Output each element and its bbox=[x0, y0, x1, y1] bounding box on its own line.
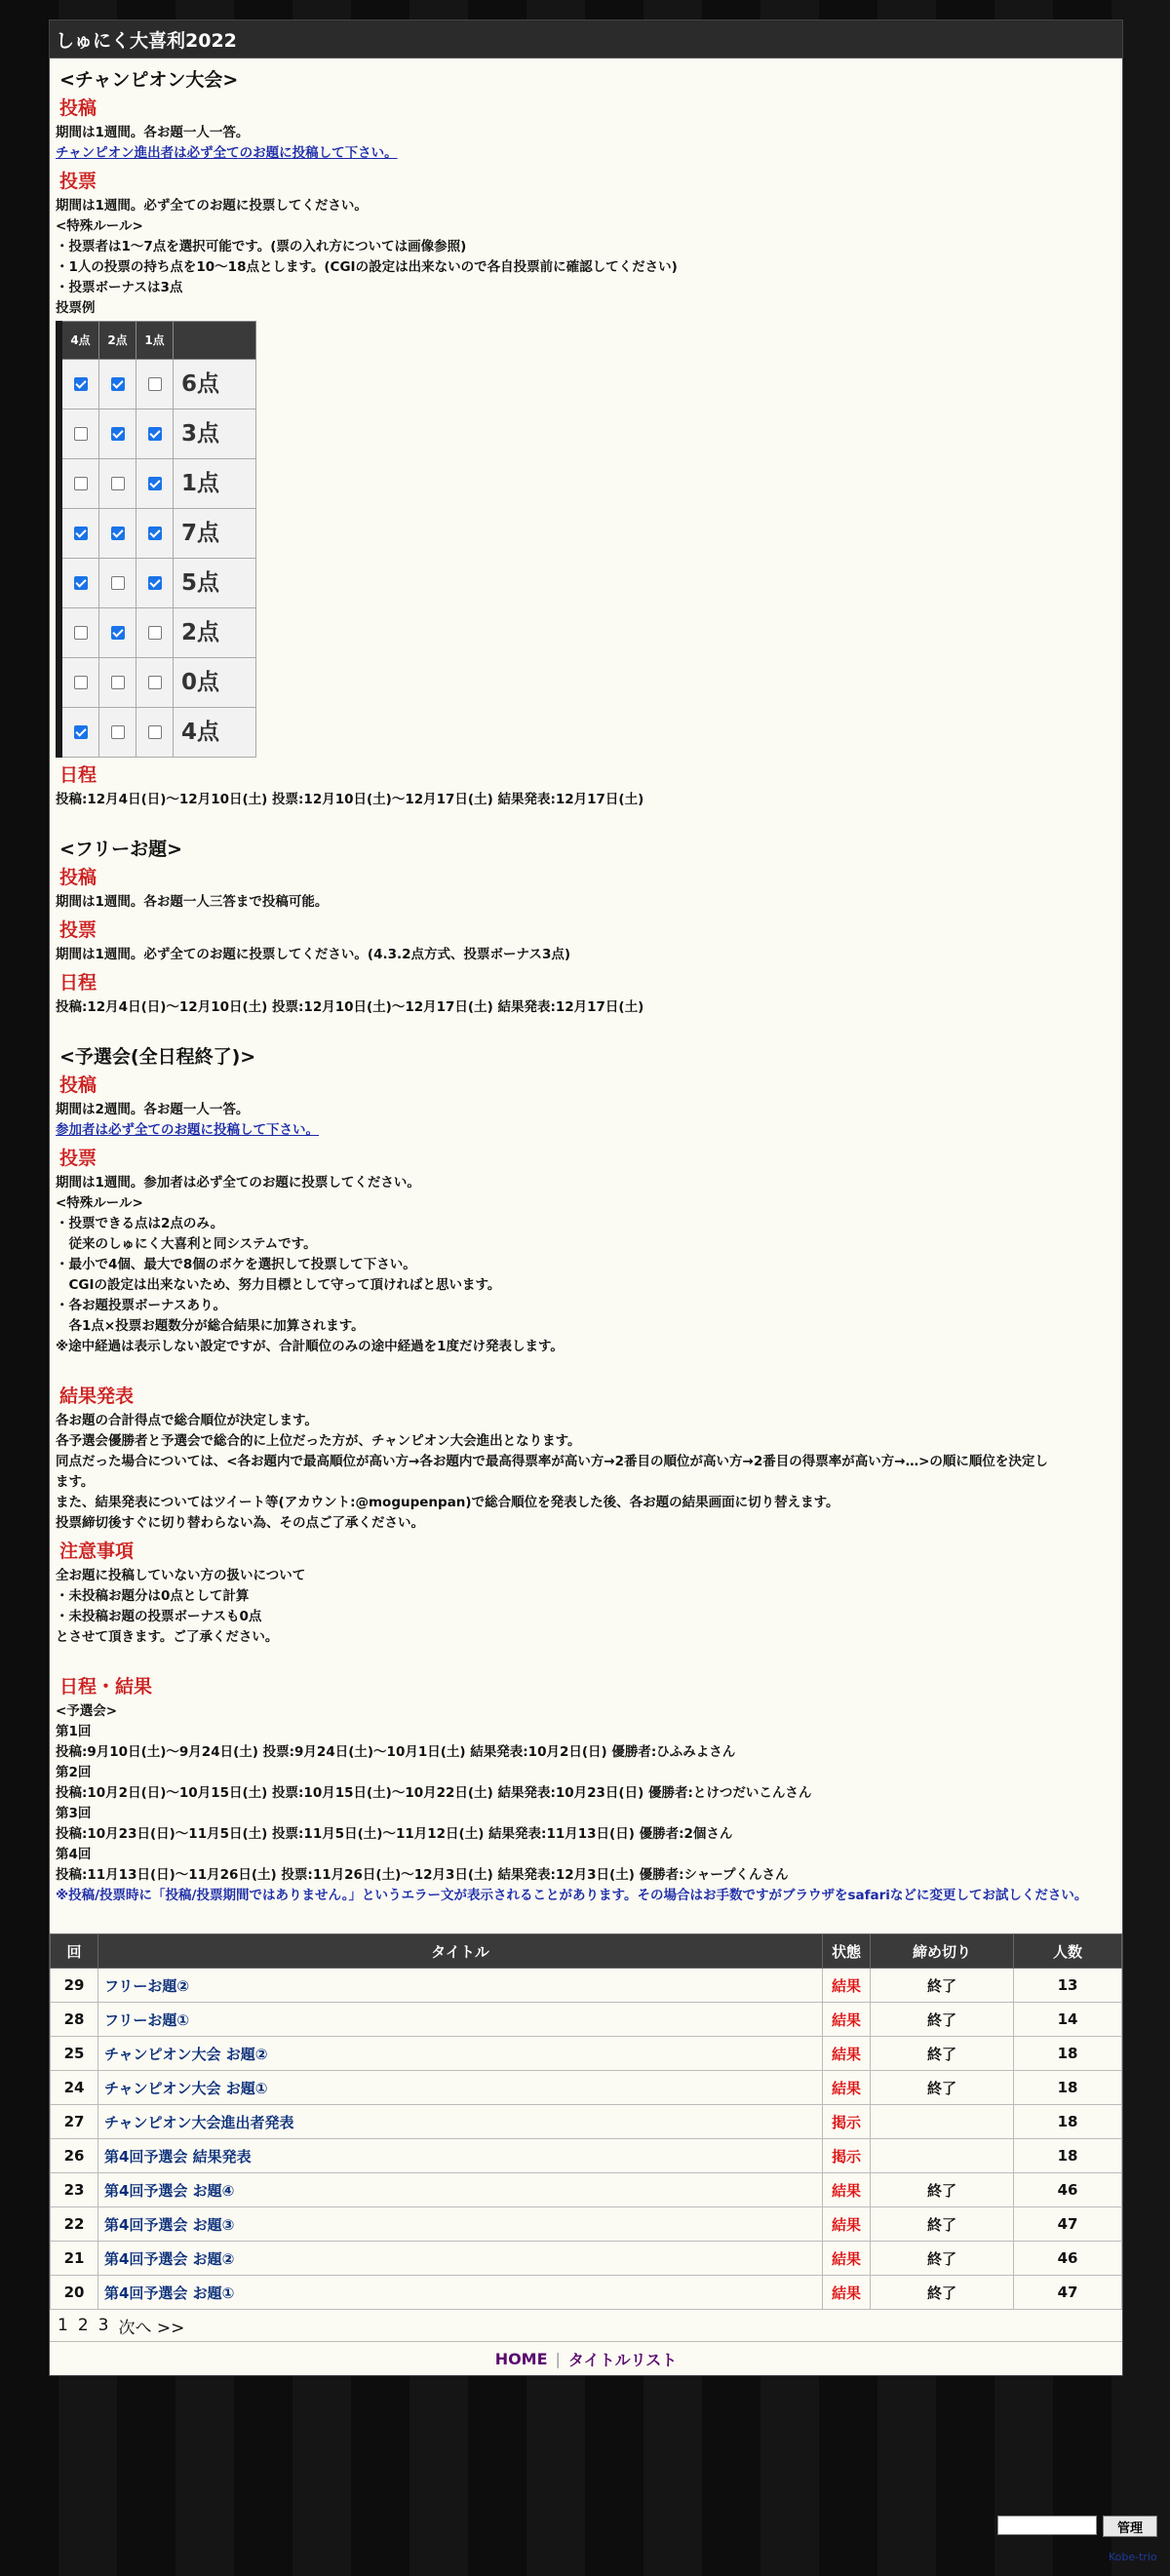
participant-count: 47 bbox=[1014, 2207, 1122, 2242]
champion-post-text: 期間は1週間。各お題一人一答。 bbox=[56, 125, 250, 140]
free-schedule-text: 投稿:12月4日(日)〜12月10日(土) 投票:12月10日(土)〜12月17日(土) 結果発表:12月17日(土) bbox=[56, 999, 644, 1015]
free-schedule-heading: 日程 bbox=[59, 972, 98, 994]
thread-list-table bbox=[50, 1933, 1122, 2310]
example-cell bbox=[99, 459, 136, 509]
example-cell bbox=[136, 360, 174, 410]
example-row bbox=[59, 410, 256, 459]
participant-count: 18 bbox=[1014, 2139, 1122, 2173]
admin-password-input[interactable] bbox=[997, 2516, 1097, 2535]
deadline-status: 終了 bbox=[871, 2071, 1014, 2105]
table-row bbox=[51, 2173, 1122, 2207]
example-header: 2点 bbox=[99, 322, 136, 360]
example-points: 2点 bbox=[174, 608, 256, 658]
participant-count: 18 bbox=[1014, 2105, 1122, 2139]
unchecked-checkbox bbox=[148, 725, 162, 739]
example-row bbox=[59, 509, 256, 559]
free-vote-heading: 投票 bbox=[59, 919, 98, 941]
champion-vote-line: ・投票ボーナスは3点 bbox=[56, 280, 183, 295]
thread-title-link[interactable]: フリーお題② bbox=[98, 1969, 823, 2003]
round-number: 24 bbox=[51, 2071, 98, 2105]
prelim-result-line: 投票締切後すぐに切り替わらない為、その点ご了承ください。 bbox=[56, 1515, 424, 1531]
example-points: 0点 bbox=[174, 658, 256, 708]
thread-title-link[interactable]: チャンピオン大会 お題② bbox=[98, 2037, 823, 2071]
example-cell bbox=[99, 559, 136, 608]
table-row bbox=[51, 1969, 1122, 2003]
participant-count: 18 bbox=[1014, 2071, 1122, 2105]
example-cell bbox=[59, 410, 99, 459]
deadline-status: 終了 bbox=[871, 2242, 1014, 2276]
example-cell bbox=[136, 708, 174, 758]
participant-count: 14 bbox=[1014, 2003, 1122, 2037]
page-link-1[interactable]: 1 bbox=[58, 2316, 68, 2335]
prelim-result-line: また、結果発表についてはツイート等(アカウント:@mogupenpan)で総合順位を発表した後、各お題の結果画面に切り替えます。 bbox=[56, 1495, 839, 1510]
example-header: 4点 bbox=[59, 322, 99, 360]
round-number: 27 bbox=[51, 2105, 98, 2139]
vote-example-table bbox=[56, 321, 256, 758]
admin-form bbox=[997, 2516, 1157, 2537]
prelim-results-line: 投稿:10月2日(日)〜10月15日(土) 投票:10月15日(土)〜10月22日(土) 結果発表:10月23日(日) 優勝者:とけつだいこんさん bbox=[56, 1785, 812, 1801]
prelim-vote-heading: 投票 bbox=[59, 1148, 98, 1169]
champion-schedule-text: 投稿:12月4日(日)〜12月10日(土) 投票:12月10日(土)〜12月17日(土) 結果発表:12月17日(土) bbox=[56, 792, 644, 807]
title-list-link[interactable]: タイトルリスト bbox=[567, 2350, 678, 2369]
column-header-deadline: 締め切り bbox=[871, 1934, 1014, 1969]
example-cell bbox=[136, 658, 174, 708]
example-cell bbox=[59, 708, 99, 758]
thread-title-link[interactable]: フリーお題① bbox=[98, 2003, 823, 2037]
powered-by: Kobe-trio bbox=[1109, 2551, 1157, 2563]
deadline-status: 終了 bbox=[871, 2003, 1014, 2037]
table-row bbox=[51, 2139, 1122, 2173]
example-cell bbox=[59, 459, 99, 509]
prelim-caution-line: ・未投稿お題の投票ボーナスも0点 bbox=[56, 1609, 262, 1624]
free-vote-text: 期間は1週間。必ず全てのお題に投票してください。(4.3.2点方式、投票ボーナス3点) bbox=[56, 947, 571, 962]
thread-title-link[interactable]: 第4回予選会 お題① bbox=[98, 2276, 823, 2310]
checked-checkbox bbox=[148, 527, 162, 540]
page-link-2[interactable]: 2 bbox=[77, 2316, 89, 2335]
round-number: 26 bbox=[51, 2139, 98, 2173]
prelim-result-heading: 結果発表 bbox=[59, 1386, 135, 1407]
thread-title-link[interactable]: 第4回予選会 お題④ bbox=[98, 2173, 823, 2207]
example-row bbox=[59, 658, 256, 708]
round-number: 23 bbox=[51, 2173, 98, 2207]
champion-vote-line: <特殊ルール> bbox=[56, 218, 143, 234]
state-link[interactable]: 結果 bbox=[823, 2276, 871, 2310]
unchecked-checkbox bbox=[111, 676, 125, 689]
pagination bbox=[50, 2310, 1122, 2342]
champion-vote-line: ・1人の投票の持ち点を10〜18点とします。(CGIの設定は出来ないので各自投票前に確認してください) bbox=[56, 259, 678, 275]
deadline-status: 終了 bbox=[871, 2207, 1014, 2242]
page-container bbox=[49, 20, 1123, 2376]
next-page-link[interactable]: 次へ >> bbox=[118, 2318, 185, 2338]
browser-notice: ※投稿/投票時に「投稿/投票期間ではありません。」というエラー文が表示されることがあります。その場合はお手数ですがブラウザをsafariなどに変更してお試しください。 bbox=[56, 1888, 1088, 1903]
checked-checkbox bbox=[148, 576, 162, 590]
prelim-results-line: 投稿:9月10日(土)〜9月24日(土) 投票:9月24日(土)〜10月1日(土) 結果発表:10月2日(日) 優勝者:ひふみよさん bbox=[56, 1744, 736, 1760]
state-link[interactable]: 結果 bbox=[823, 2071, 871, 2105]
footer-nav bbox=[50, 2342, 1122, 2375]
champion-schedule-heading: 日程 bbox=[59, 764, 98, 786]
prelim-results-line: <予選会> bbox=[56, 1703, 118, 1719]
deadline-status: 終了 bbox=[871, 2037, 1014, 2071]
checked-checkbox bbox=[74, 725, 88, 739]
example-cell bbox=[99, 608, 136, 658]
prelim-post-heading: 投稿 bbox=[59, 1074, 98, 1096]
state-link[interactable]: 結果 bbox=[823, 2207, 871, 2242]
prelim-vote-line: CGIの設定は出来ないため、努力目標として守って頂ければと思います。 bbox=[56, 1277, 501, 1293]
example-row bbox=[59, 559, 256, 608]
home-link[interactable]: HOME bbox=[494, 2349, 548, 2368]
prelim-results-heading: 日程・結果 bbox=[59, 1676, 153, 1698]
round-number: 21 bbox=[51, 2242, 98, 2276]
unchecked-checkbox bbox=[74, 477, 88, 490]
column-header-count: 人数 bbox=[1014, 1934, 1122, 1969]
deadline-status: 終了 bbox=[871, 1969, 1014, 2003]
state-link[interactable]: 結果 bbox=[823, 2037, 871, 2071]
site-title: しゅにく大喜利2022 bbox=[56, 29, 237, 52]
round-number: 28 bbox=[51, 2003, 98, 2037]
checked-checkbox bbox=[74, 377, 88, 391]
unchecked-checkbox bbox=[111, 576, 125, 590]
page-link-3[interactable]: 3 bbox=[98, 2316, 109, 2335]
deadline-status bbox=[871, 2105, 1014, 2139]
table-row bbox=[51, 2105, 1122, 2139]
prelim-caution-line: とさせて頂きます。ご了承ください。 bbox=[56, 1629, 279, 1645]
state-link[interactable]: 掲示 bbox=[823, 2139, 871, 2173]
footer-separator: | bbox=[555, 2349, 561, 2368]
prelim-result-line: 同点だった場合については、<各お題内で最高順位が高い方→各お題内で最高得票率が高い方→2番目の順位が高い方→2番目の得票率が高い方→…>の順に順位を決定し bbox=[56, 1454, 1048, 1469]
unchecked-checkbox bbox=[148, 377, 162, 391]
free-post-text: 期間は1週間。各お題一人三答まで投稿可能。 bbox=[56, 894, 329, 910]
checked-checkbox bbox=[111, 377, 125, 391]
round-number: 25 bbox=[51, 2037, 98, 2071]
example-cell bbox=[99, 658, 136, 708]
prelim-post-text: 期間は2週間。各お題一人一答。 bbox=[56, 1102, 250, 1117]
example-points: 7点 bbox=[174, 509, 256, 559]
example-points: 5点 bbox=[174, 559, 256, 608]
example-row bbox=[59, 608, 256, 658]
example-cell bbox=[99, 360, 136, 410]
prelim-vote-line: 各1点×投票お題数分が総合結果に加算されます。 bbox=[56, 1318, 365, 1334]
example-header: 1点 bbox=[136, 322, 174, 360]
prelim-results-line: 投稿:11月13日(日)〜11月26日(土) 投票:11月26日(土)〜12月3日(土) 結果発表:12月3日(土) 優勝者:シャープくんさん bbox=[56, 1867, 789, 1883]
deadline-status bbox=[871, 2139, 1014, 2173]
checked-checkbox bbox=[111, 427, 125, 441]
state-link[interactable]: 掲示 bbox=[823, 2105, 871, 2139]
unchecked-checkbox bbox=[74, 427, 88, 441]
thread-title-link[interactable]: チャンピオン大会進出者発表 bbox=[98, 2105, 823, 2139]
example-row bbox=[59, 360, 256, 410]
example-cell bbox=[59, 559, 99, 608]
table-row bbox=[51, 2003, 1122, 2037]
unchecked-checkbox bbox=[111, 725, 125, 739]
example-cell bbox=[136, 608, 174, 658]
example-cell bbox=[59, 360, 99, 410]
participant-count: 47 bbox=[1014, 2276, 1122, 2310]
checked-checkbox bbox=[74, 527, 88, 540]
prelim-results-line: 投稿:10月23日(日)〜11月5日(土) 投票:11月5日(土)〜11月12日(土) 結果発表:11月13日(日) 優勝者:2個さん bbox=[56, 1826, 733, 1842]
unchecked-checkbox bbox=[148, 676, 162, 689]
thread-title-link[interactable]: 第4回予選会 お題② bbox=[98, 2242, 823, 2276]
prelim-result-line: 各予選会優勝者と予選会で総合的に上位だった方が、チャンピオン大会進出となります。 bbox=[56, 1433, 581, 1449]
table-row bbox=[51, 2037, 1122, 2071]
main-content bbox=[50, 59, 1122, 1906]
thread-title-link[interactable]: 第4回予選会 お題③ bbox=[98, 2207, 823, 2242]
site-title-bar bbox=[50, 20, 1122, 59]
column-header-title: タイトル bbox=[98, 1934, 823, 1969]
prelim-caution-line: ・未投稿お題分は0点として計算 bbox=[56, 1588, 250, 1604]
participant-count: 13 bbox=[1014, 1969, 1122, 2003]
prelim-result-line: 各お題の合計得点で総合順位が決定します。 bbox=[56, 1413, 318, 1428]
prelim-vote-line: 従来のしゅにく大喜利と同システムです。 bbox=[56, 1236, 317, 1252]
example-cell bbox=[59, 658, 99, 708]
champion-post-link[interactable]: チャンピオン進出者は必ず全てのお題に投稿して下さい。 bbox=[56, 145, 398, 161]
admin-button[interactable]: 管理 bbox=[1103, 2516, 1157, 2537]
example-points: 6点 bbox=[174, 360, 256, 410]
example-cell bbox=[59, 608, 99, 658]
unchecked-checkbox bbox=[148, 626, 162, 640]
round-number: 20 bbox=[51, 2276, 98, 2310]
prelim-vote-line: <特殊ルール> bbox=[56, 1195, 143, 1211]
prelim-vote-line: 期間は1週間。参加者は必ず全てのお題に投票してください。 bbox=[56, 1175, 420, 1190]
champion-vote-line: 期間は1週間。必ず全てのお題に投票してください。 bbox=[56, 198, 368, 214]
participant-count: 18 bbox=[1014, 2037, 1122, 2071]
prelim-results-line: 第1回 bbox=[56, 1724, 92, 1739]
participant-count: 46 bbox=[1014, 2173, 1122, 2207]
example-cell bbox=[136, 459, 174, 509]
thread-title-link[interactable]: チャンピオン大会 お題① bbox=[98, 2071, 823, 2105]
unchecked-checkbox bbox=[74, 676, 88, 689]
checked-checkbox bbox=[111, 527, 125, 540]
example-row bbox=[59, 708, 256, 758]
deadline-status: 終了 bbox=[871, 2173, 1014, 2207]
champion-vote-line: ・投票者は1〜7点を選択可能です。(票の入れ方については画像参照) bbox=[56, 239, 467, 254]
state-link[interactable]: 結果 bbox=[823, 2173, 871, 2207]
example-cell bbox=[59, 509, 99, 559]
checked-checkbox bbox=[148, 427, 162, 441]
example-cell bbox=[99, 708, 136, 758]
prelim-results-line: 第3回 bbox=[56, 1806, 92, 1821]
prelim-results-line: 第2回 bbox=[56, 1765, 92, 1780]
champion-vote-line: 投票例 bbox=[56, 300, 96, 316]
example-row bbox=[59, 459, 256, 509]
example-points: 3点 bbox=[174, 410, 256, 459]
column-header-state: 状態 bbox=[823, 1934, 871, 1969]
table-row bbox=[51, 2207, 1122, 2242]
prelim-vote-line: ※途中経過は表示しない設定ですが、合計順位のみの途中経過を1度だけ発表します。 bbox=[56, 1339, 564, 1354]
champion-heading: <チャンピオン大会> bbox=[59, 69, 239, 91]
champion-post-heading: 投稿 bbox=[59, 98, 98, 119]
example-cell bbox=[99, 410, 136, 459]
example-cell bbox=[136, 509, 174, 559]
participant-count: 46 bbox=[1014, 2242, 1122, 2276]
free-heading: <フリーお題> bbox=[59, 839, 183, 860]
free-post-heading: 投稿 bbox=[59, 867, 98, 888]
prelim-vote-line: ・最小で4個、最大で8個のボケを選択して投票して下さい。 bbox=[56, 1257, 416, 1272]
unchecked-checkbox bbox=[74, 626, 88, 640]
example-cell bbox=[136, 559, 174, 608]
state-link[interactable]: 結果 bbox=[823, 2003, 871, 2037]
state-link[interactable]: 結果 bbox=[823, 2242, 871, 2276]
prelim-caution-line: 全お題に投稿していない方の扱いについて bbox=[56, 1568, 306, 1583]
prelim-result-line: ます。 bbox=[56, 1474, 95, 1490]
prelim-vote-line: ・各お題投票ボーナスあり。 bbox=[56, 1298, 226, 1313]
example-cell bbox=[136, 410, 174, 459]
checked-checkbox bbox=[74, 576, 88, 590]
prelim-heading: <予選会(全日程終了)> bbox=[59, 1046, 256, 1068]
column-header-round: 回 bbox=[51, 1934, 98, 1969]
thread-title-link[interactable]: 第4回予選会 結果発表 bbox=[98, 2139, 823, 2173]
example-cell bbox=[99, 509, 136, 559]
example-points: 4点 bbox=[174, 708, 256, 758]
prelim-results-line: 第4回 bbox=[56, 1847, 92, 1862]
champion-vote-heading: 投票 bbox=[59, 171, 98, 192]
unchecked-checkbox bbox=[111, 477, 125, 490]
example-header-blank bbox=[174, 322, 256, 360]
deadline-status: 終了 bbox=[871, 2276, 1014, 2310]
round-number: 29 bbox=[51, 1969, 98, 2003]
checked-checkbox bbox=[111, 626, 125, 640]
prelim-caution-heading: 注意事項 bbox=[59, 1541, 135, 1562]
checked-checkbox bbox=[148, 477, 162, 490]
table-row bbox=[51, 2242, 1122, 2276]
prelim-post-link[interactable]: 参加者は必ず全てのお題に投稿して下さい。 bbox=[56, 1122, 319, 1138]
table-row bbox=[51, 2276, 1122, 2310]
round-number: 22 bbox=[51, 2207, 98, 2242]
prelim-vote-line: ・投票できる点は2点のみ。 bbox=[56, 1216, 224, 1231]
table-row bbox=[51, 2071, 1122, 2105]
example-points: 1点 bbox=[174, 459, 256, 509]
state-link[interactable]: 結果 bbox=[823, 1969, 871, 2003]
